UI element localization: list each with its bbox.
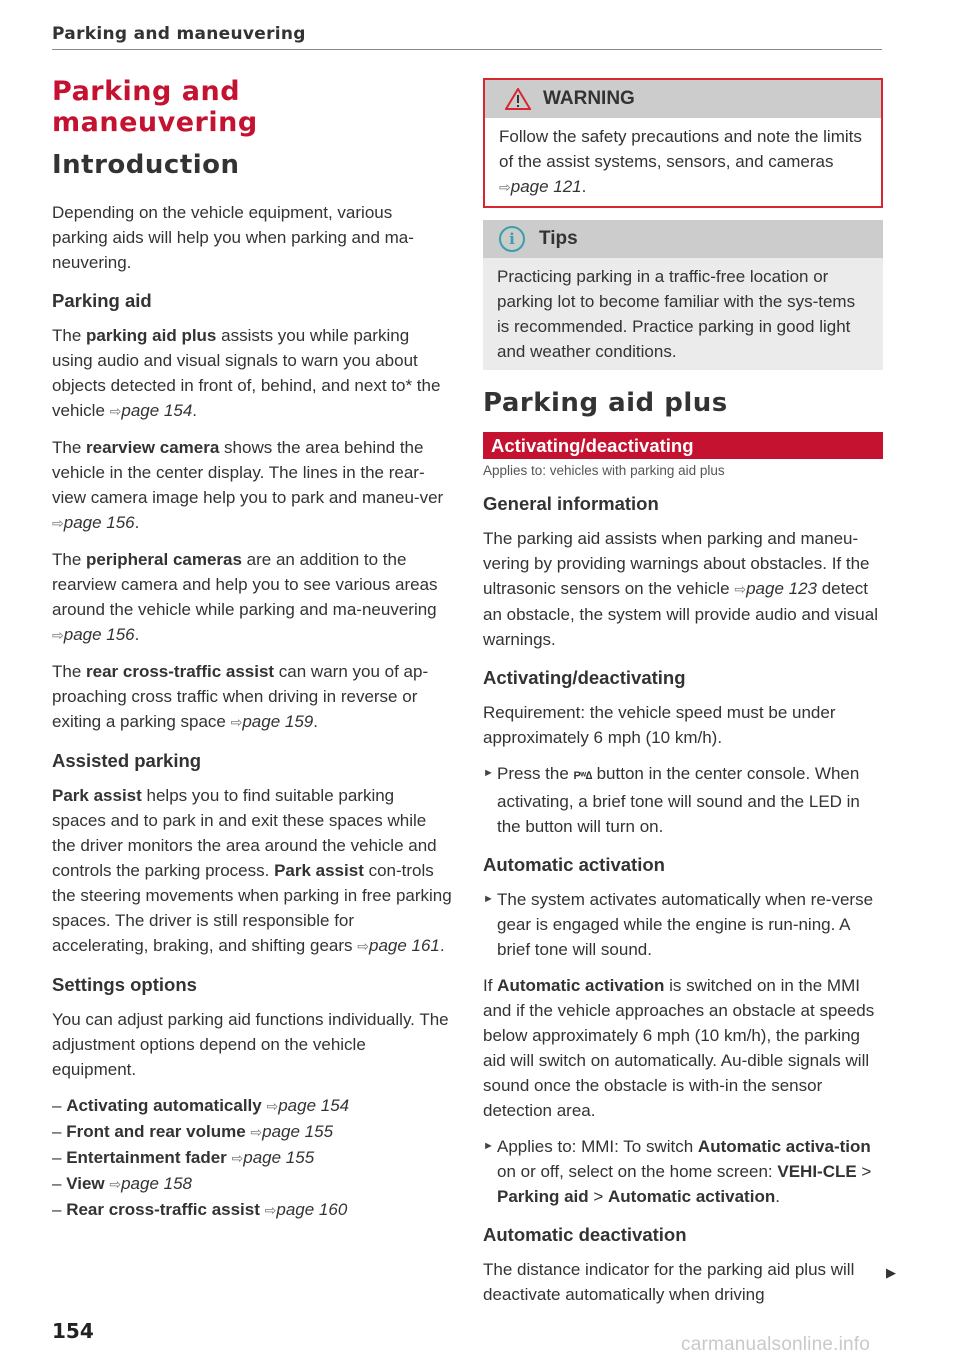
- ref-arrow-icon: ⇨: [109, 1176, 122, 1192]
- cross-traffic-paragraph: The rear cross-traffic assist can warn you of ap-proaching cross traffic when driving in reverse or exiting a parking space ⇨page 159.: [52, 662, 429, 731]
- tips-box: [483, 220, 883, 370]
- step-triangle-icon: ►: [483, 893, 494, 905]
- heading-assisted-parking: Assisted parking: [52, 750, 202, 771]
- ref-arrow-icon: ⇨: [52, 627, 64, 643]
- ref-arrow-icon: ⇨: [230, 714, 243, 730]
- ref-arrow-icon: ⇨: [357, 938, 369, 954]
- general-paragraph: The parking aid assists when parking and maneu-vering by providing warnings about obstacles. If the ultrasonic sensors on the vehicle ⇨page 123 detect an obstacle, the system will provide audio and visual warnings.: [483, 529, 878, 649]
- settings-paragraph: You can adjust parking aid functions individually. The adjustment options depend on the vehicle equipment.: [52, 1010, 449, 1079]
- rearview-camera-paragraph: The rearview camera shows the area behind the vehicle in the center display. The lines in the rear-view camera image help you to park and maneu-ver ⇨page 156.: [52, 438, 444, 532]
- ref-arrow-icon: ⇨: [266, 1098, 279, 1114]
- ref-arrow-icon: ⇨: [109, 403, 122, 419]
- step-triangle-icon: ►: [483, 767, 494, 779]
- parking-button-icon: Pʷ∆: [573, 770, 592, 782]
- heading-activating: Activating/deactivating: [483, 667, 686, 688]
- page-ref-link[interactable]: page 155: [262, 1122, 334, 1141]
- running-header: Parking and maneuvering: [52, 24, 882, 50]
- right-column: [483, 76, 883, 1318]
- heading-automatic-deactivation: Automatic deactivation: [483, 1224, 687, 1245]
- page-ref-link[interactable]: page 121: [510, 177, 582, 196]
- warning-text: Follow the safety precautions and note the limits of the assist systems, sensors, and cameras ⇨page 121.: [499, 127, 862, 196]
- page-ref-link[interactable]: page 123: [746, 579, 817, 598]
- continue-arrow-icon: ▶: [886, 1266, 896, 1281]
- list-item: – Entertainment fader ⇨page 155: [52, 1148, 315, 1167]
- park-assist-paragraph: Park assist helps you to find suitable parking spaces and to park in and exit these spaces while the driver monitors the area around the vehicle and controls the parking process. Park assist con-trols the steering movements when parking in free parking spaces. The driver is still responsible for accelerating, braking, and shifting gears ⇨page 161.: [52, 786, 452, 955]
- step-press-button: ► Press the Pʷ∆ button in the center console. When activating, a brief tone will sound and the LED in the button will turn on.: [483, 761, 883, 839]
- auto-activation-paragraph: If Automatic activation is switched on in the MMI and if the vehicle approaches an obstacle at speeds below approximately 6 mph (10 km/h), the parking aid will switch on automatically. Au-dible signals will sound once the obstacle is with-in the sensor detection area.: [483, 976, 875, 1120]
- section-title-parking-aid-plus: Parking aid plus: [483, 388, 728, 418]
- applies-to-note: Applies to: vehicles with parking aid plus: [483, 463, 725, 478]
- heading-parking-aid: Parking aid: [52, 290, 152, 311]
- page-ref-link[interactable]: page 155: [243, 1148, 315, 1167]
- requirement-paragraph: Requirement: the vehicle speed must be under approximately 6 mph (10 km/h).: [483, 703, 836, 747]
- tips-text: Practicing parking in a traffic-free location or parking lot to become familiar with the sys-tems is recommended. Practice parking in good light and weather conditions.: [497, 267, 856, 361]
- parking-aid-paragraph: The parking aid plus assists you while parking using audio and visual signals to warn you about objects detected in front of, behind, and next to* the vehicle ⇨page 154.: [52, 326, 441, 420]
- left-column: [52, 76, 452, 1223]
- page-ref-link[interactable]: page 154: [278, 1096, 350, 1115]
- heading-general-information: General information: [483, 493, 659, 514]
- page-ref-link[interactable]: page 161: [368, 936, 440, 955]
- heading-automatic-activation: Automatic activation: [483, 854, 665, 875]
- watermark: carmanualsonline.info: [681, 1334, 871, 1355]
- page-ref-link[interactable]: page 158: [121, 1174, 192, 1193]
- heading-settings-options: Settings options: [52, 974, 197, 995]
- step-auto-activation: ► The system activates automatically when re-verse gear is engaged while the engine is run-ning. A brief tone will sound.: [483, 887, 883, 962]
- warning-triangle-icon: [505, 88, 531, 110]
- auto-deactivation-paragraph: The distance indicator for the parking aid plus will deactivate automatically when driving: [483, 1260, 855, 1304]
- ref-arrow-icon: ⇨: [52, 515, 64, 531]
- settings-list: [52, 1093, 452, 1223]
- page-ref-link[interactable]: page 160: [276, 1200, 348, 1219]
- warning-box: [483, 78, 883, 208]
- warning-header: [485, 80, 881, 118]
- list-item: – Activating automatically ⇨page 154: [52, 1096, 350, 1115]
- info-icon: i: [499, 226, 525, 252]
- list-item: – Rear cross-traffic assist ⇨page 160: [52, 1200, 348, 1219]
- chapter-title: [52, 76, 452, 138]
- chapter-title-line1: Parking and: [52, 76, 241, 107]
- ref-arrow-icon: ⇨: [734, 581, 747, 597]
- step-triangle-icon: ►: [483, 1140, 494, 1152]
- warning-body: [485, 118, 881, 206]
- page-ref-link[interactable]: page 159: [242, 712, 314, 731]
- step-mmi-switch: ► Applies to: MMI: To switch Automatic activa-tion on or off, select on the home screen: VEHI-CLE > Parking aid > Automatic activation.: [483, 1134, 883, 1209]
- subsection-bar: Activating/deactivating: [483, 432, 883, 459]
- peripheral-cameras-paragraph: The peripheral cameras are an addition to the rearview camera and help you to see various areas around the vehicle while parking and ma-neuvering ⇨page 156.: [52, 550, 438, 644]
- tips-header: [483, 220, 883, 258]
- page-ref-link[interactable]: page 154: [121, 401, 193, 420]
- list-item: – View ⇨page 158: [52, 1174, 192, 1193]
- ref-arrow-icon: ⇨: [250, 1124, 263, 1140]
- section-title-introduction: Introduction: [52, 150, 240, 180]
- page-ref-link[interactable]: page 156: [63, 513, 135, 532]
- list-item: – Front and rear volume ⇨page 155: [52, 1122, 334, 1141]
- tips-body: [483, 258, 883, 370]
- tips-title: Tips: [539, 228, 578, 249]
- page-number: 154: [52, 1319, 94, 1343]
- ref-arrow-icon: ⇨: [499, 179, 511, 195]
- chapter-title-line2: maneuvering: [52, 107, 258, 138]
- intro-paragraph: Depending on the vehicle equipment, various parking aids will help you when parking and ma-neuvering.: [52, 203, 414, 272]
- ref-arrow-icon: ⇨: [264, 1202, 277, 1218]
- warning-title: WARNING: [543, 88, 635, 109]
- page-ref-link[interactable]: page 156: [63, 625, 135, 644]
- ref-arrow-icon: ⇨: [231, 1150, 244, 1166]
